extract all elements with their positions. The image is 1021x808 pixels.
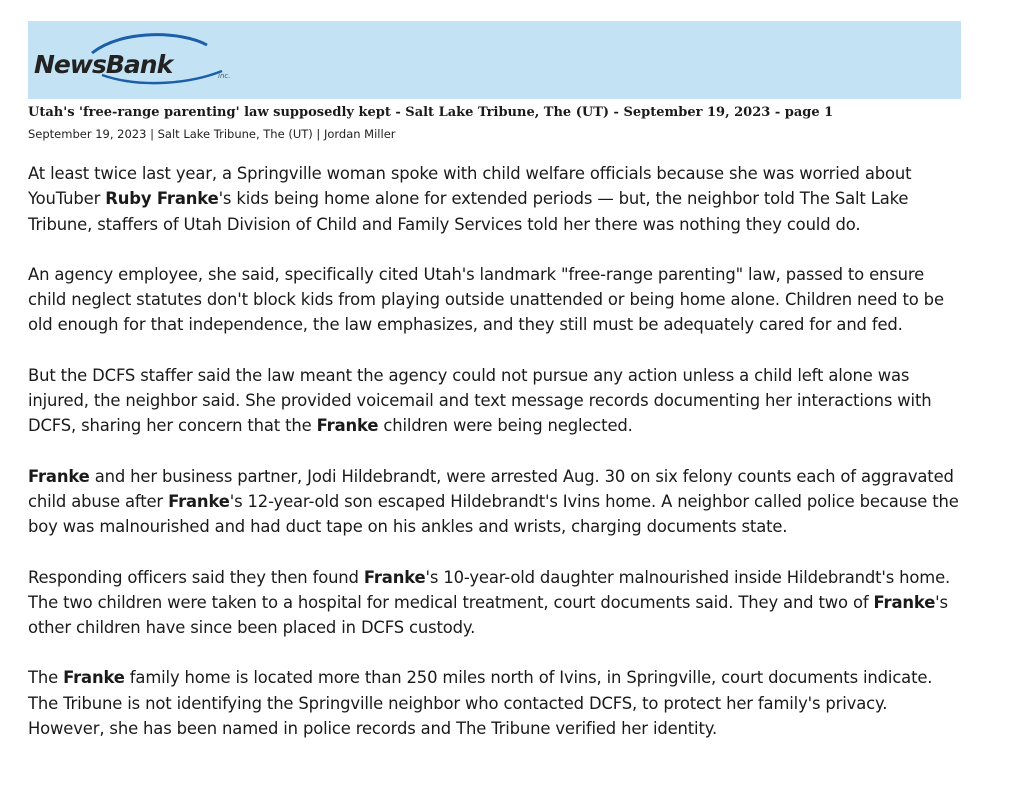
paragraph-text: The <box>28 668 64 688</box>
article-paragraph <box>28 565 963 641</box>
paragraph-text: 's kids being home alone for extended periods — but, the neighbor told The Salt Lake Tribune, staffers of Utah Division of Child and Family Services told her there was nothing they could do. <box>28 189 909 234</box>
article-source: Salt Lake Tribune, The (UT) <box>157 127 313 141</box>
highlighted-term: Franke <box>316 416 379 436</box>
logo-wordmark: NewsBank <box>34 50 173 79</box>
article-paragraph <box>28 363 963 439</box>
article-paragraph <box>28 464 963 540</box>
logo-suffix: inc. <box>218 72 231 80</box>
highlighted-term: Franke <box>363 567 426 587</box>
highlighted-term: Franke <box>873 592 936 612</box>
newsbank-logo[interactable] <box>32 31 247 91</box>
article-author: Jordan Miller <box>323 127 396 141</box>
paragraph-text: and her business partner, Jodi Hildebrandt, were arrested Aug. 30 on six felony counts each of aggravated child abuse after <box>28 466 954 511</box>
newsbank-banner <box>28 21 961 99</box>
meta-separator: | <box>312 127 324 141</box>
article-body <box>28 161 963 766</box>
article-paragraph <box>28 161 963 237</box>
paragraph-text: children were being neglected. <box>378 416 633 436</box>
meta-separator: | <box>146 127 158 141</box>
paragraph-text: 's 12-year-old son escaped Hildebrandt's Ivins home. A neighbor called police because the boy was malnourished and had duct tape on his ankles and wrists, charging documents state. <box>28 491 959 537</box>
paragraph-text: family home is located more than 250 miles north of Ivins, in Springville, court documents indicate. The Tribune is not identifying the Springville neighbor who contacted DCFS, to protect her family's privacy. However, she has been named in police records and The Tribune verified her identity. <box>28 668 933 739</box>
paragraph-text: Responding officers said they then found <box>28 567 364 587</box>
highlighted-term: Franke <box>63 668 125 688</box>
article-paragraph <box>28 262 963 338</box>
paragraph-text: An agency employee, she said, specifically cited Utah's landmark "free-range parenting" law, passed to ensure child neglect statutes don't block kids from playing outside unattended or being home alone. Children need to be old enough for that independence, the law emphasizes, and they still must be adequately cared for and fed. <box>28 264 944 335</box>
paragraph-text: 's 10-year-old daughter malnourished inside Hildebrandt's home. The two children were taken to a hospital for medical treatment, court documents said. They and two of <box>28 567 951 612</box>
paragraph-text: At least twice last year, a Springville woman spoke with child welfare officials because she was worried about YouTuber <box>28 164 912 209</box>
article-paragraph <box>28 665 963 741</box>
article-headline: Utah's 'free-range parenting' law supposedly kept - Salt Lake Tribune, The (UT) - September 19, 2023 - page 1 <box>28 105 834 120</box>
highlighted-term: Franke <box>28 466 90 486</box>
paragraph-text: But the DCFS staffer said the law meant the agency could not pursue any action unless a child left alone was injured, the neighbor said. She provided voicemail and text message records documenting her interactions with DCFS, sharing her concern that the <box>28 365 932 436</box>
highlighted-term: Ruby Franke <box>105 189 219 209</box>
article-meta <box>28 126 396 142</box>
paragraph-text: 's other children have since been placed in DCFS custody. <box>28 592 948 638</box>
article-date: September 19, 2023 <box>28 127 147 141</box>
highlighted-term: Franke <box>168 491 230 511</box>
